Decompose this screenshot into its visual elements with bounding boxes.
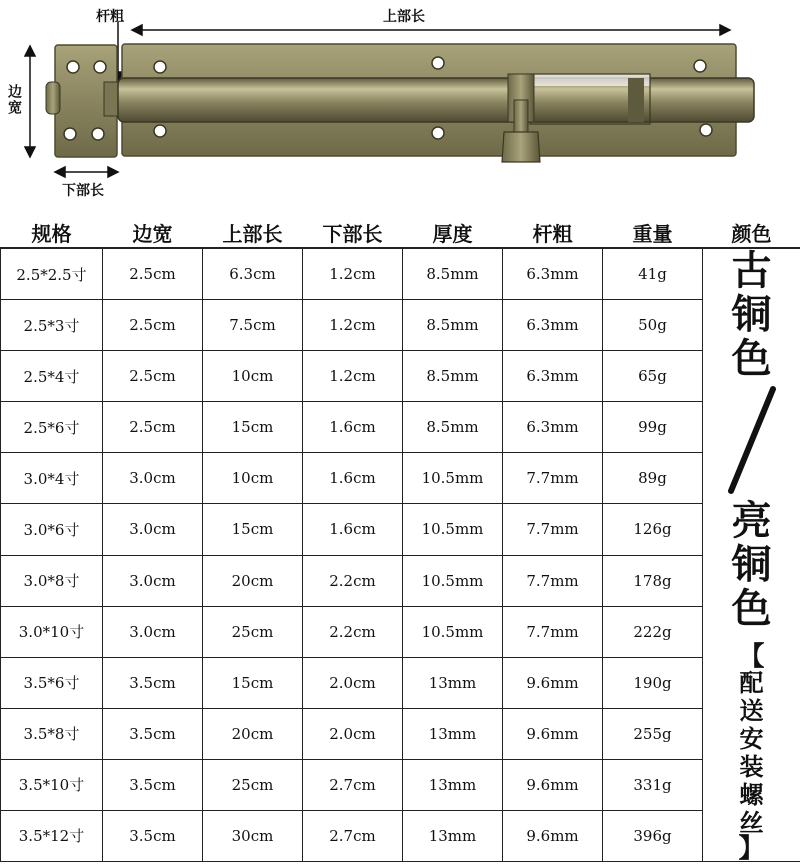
cell-lower-length: 2.0cm (303, 657, 403, 708)
table-row (1, 657, 800, 708)
cell-upper-length: 20cm (203, 555, 303, 606)
cell-lower-length: 1.2cm (303, 300, 403, 351)
cell-weight: 99g (603, 402, 703, 453)
cell-upper-length: 15cm (203, 657, 303, 708)
cell-weight: 255g (603, 708, 703, 759)
table-row (1, 810, 800, 861)
cell-upper-length: 30cm (203, 810, 303, 861)
color-option-char: 铜 (732, 293, 772, 337)
table-row (1, 504, 800, 555)
header-color: 颜色 (703, 218, 800, 248)
color-option-char: 色 (732, 587, 772, 631)
cell-spec: 2.5*4寸 (1, 351, 103, 402)
header-edge-width: 边宽 (103, 218, 203, 248)
screws-char: 安 (739, 725, 763, 753)
rod-thickness-label: 杆粗 (96, 6, 124, 26)
cell-upper-length: 10cm (203, 351, 303, 402)
table-row (1, 759, 800, 810)
cell-edge-width: 3.0cm (103, 555, 203, 606)
cell-lower-length: 2.2cm (303, 555, 403, 606)
cell-upper-length: 25cm (203, 759, 303, 810)
cell-spec: 3.0*8寸 (1, 555, 103, 606)
screws-char: 丝 (739, 809, 763, 837)
header-spec: 规格 (1, 218, 103, 248)
cell-edge-width: 2.5cm (103, 300, 203, 351)
table-row (1, 351, 800, 402)
cell-lower-length: 2.7cm (303, 759, 403, 810)
cell-spec: 3.5*6寸 (1, 657, 103, 708)
cell-thickness: 8.5mm (403, 300, 503, 351)
table-row (1, 248, 800, 300)
cell-thickness: 8.5mm (403, 402, 503, 453)
cell-rod-thickness: 6.3mm (503, 300, 603, 351)
header-thickness: 厚度 (403, 218, 503, 248)
cell-rod-thickness: 9.6mm (503, 759, 603, 810)
door-bolt-image (0, 0, 800, 212)
color-cell (703, 248, 800, 862)
cell-weight: 50g (603, 300, 703, 351)
cell-lower-length: 1.2cm (303, 351, 403, 402)
cell-thickness: 10.5mm (403, 453, 503, 504)
cell-thickness: 10.5mm (403, 606, 503, 657)
cell-thickness: 10.5mm (403, 555, 503, 606)
header-rod-thickness: 杆粗 (503, 218, 603, 248)
cell-spec: 2.5*2.5寸 (1, 248, 103, 300)
cell-spec: 3.5*10寸 (1, 759, 103, 810)
color-option-char: 铜 (732, 543, 772, 587)
screws-char: 配 (739, 669, 763, 697)
cell-rod-thickness: 7.7mm (503, 606, 603, 657)
cell-lower-length: 2.2cm (303, 606, 403, 657)
cell-thickness: 13mm (403, 657, 503, 708)
color-option-char: 色 (732, 337, 772, 381)
cell-lower-length: 1.6cm (303, 504, 403, 555)
screws-char: 装 (739, 753, 763, 781)
table-row (1, 708, 800, 759)
cell-thickness: 13mm (403, 810, 503, 861)
table-row (1, 300, 800, 351)
cell-edge-width: 3.5cm (103, 810, 203, 861)
header-weight: 重量 (603, 218, 703, 248)
table-row (1, 606, 800, 657)
cell-lower-length: 1.6cm (303, 453, 403, 504)
cell-lower-length: 2.7cm (303, 810, 403, 861)
cell-rod-thickness: 7.7mm (503, 555, 603, 606)
cell-upper-length: 15cm (203, 402, 303, 453)
bracket-close: 】 (738, 837, 764, 861)
cell-rod-thickness: 7.7mm (503, 453, 603, 504)
bracket-open: 【 (738, 645, 764, 669)
cell-edge-width: 2.5cm (103, 402, 203, 453)
spec-table (0, 218, 800, 862)
cell-weight: 65g (603, 351, 703, 402)
header-lower-length: 下部长 (303, 218, 403, 248)
table-row (1, 402, 800, 453)
lower-length-label: 下部长 (62, 180, 104, 200)
cell-upper-length: 15cm (203, 504, 303, 555)
cell-rod-thickness: 9.6mm (503, 708, 603, 759)
cell-edge-width: 3.0cm (103, 453, 203, 504)
cell-upper-length: 20cm (203, 708, 303, 759)
upper-length-label: 上部长 (383, 6, 425, 26)
cell-weight: 331g (603, 759, 703, 810)
slash-icon (703, 381, 800, 499)
cell-lower-length: 2.0cm (303, 708, 403, 759)
edge-width-label: 边宽 (4, 84, 24, 116)
cell-weight: 89g (603, 453, 703, 504)
cell-edge-width: 3.0cm (103, 606, 203, 657)
free-screws-note (738, 645, 764, 861)
cell-spec: 3.5*12寸 (1, 810, 103, 861)
cell-rod-thickness: 6.3mm (503, 351, 603, 402)
cell-rod-thickness: 7.7mm (503, 504, 603, 555)
cell-spec: 3.5*8寸 (1, 708, 103, 759)
header-upper-length: 上部长 (203, 218, 303, 248)
cell-thickness: 13mm (403, 759, 503, 810)
cell-thickness: 8.5mm (403, 351, 503, 402)
spec-table-body (1, 248, 800, 862)
cell-edge-width: 2.5cm (103, 351, 203, 402)
color-note (703, 249, 800, 861)
cell-upper-length: 10cm (203, 453, 303, 504)
slash-divider (703, 381, 800, 499)
cell-rod-thickness: 9.6mm (503, 657, 603, 708)
cell-edge-width: 3.5cm (103, 708, 203, 759)
color-option-char: 古 (732, 249, 772, 293)
cell-upper-length: 6.3cm (203, 248, 303, 300)
cell-edge-width: 2.5cm (103, 248, 203, 300)
cell-thickness: 10.5mm (403, 504, 503, 555)
table-header-row (1, 218, 800, 248)
cell-spec: 3.0*6寸 (1, 504, 103, 555)
cell-upper-length: 25cm (203, 606, 303, 657)
cell-weight: 396g (603, 810, 703, 861)
cell-weight: 190g (603, 657, 703, 708)
cell-thickness: 13mm (403, 708, 503, 759)
bolt-rod (118, 74, 754, 124)
cell-weight: 178g (603, 555, 703, 606)
cell-edge-width: 3.5cm (103, 657, 203, 708)
cell-edge-width: 3.0cm (103, 504, 203, 555)
cell-lower-length: 1.2cm (303, 248, 403, 300)
cell-spec: 2.5*3寸 (1, 300, 103, 351)
color-option-char: 亮 (732, 499, 772, 543)
cell-weight: 222g (603, 606, 703, 657)
cell-weight: 41g (603, 248, 703, 300)
cell-rod-thickness: 9.6mm (503, 810, 603, 861)
cell-upper-length: 7.5cm (203, 300, 303, 351)
screws-char: 送 (739, 697, 763, 725)
table-row (1, 453, 800, 504)
cell-edge-width: 3.5cm (103, 759, 203, 810)
cell-rod-thickness: 6.3mm (503, 248, 603, 300)
cell-thickness: 8.5mm (403, 248, 503, 300)
cell-spec: 2.5*6寸 (1, 402, 103, 453)
screws-char: 螺 (739, 781, 763, 809)
cell-rod-thickness: 6.3mm (503, 402, 603, 453)
cell-spec: 3.0*4寸 (1, 453, 103, 504)
keeper-plate (46, 45, 120, 157)
cell-weight: 126g (603, 504, 703, 555)
product-figure (0, 0, 800, 212)
table-row (1, 555, 800, 606)
cell-lower-length: 1.6cm (303, 402, 403, 453)
cell-spec: 3.0*10寸 (1, 606, 103, 657)
